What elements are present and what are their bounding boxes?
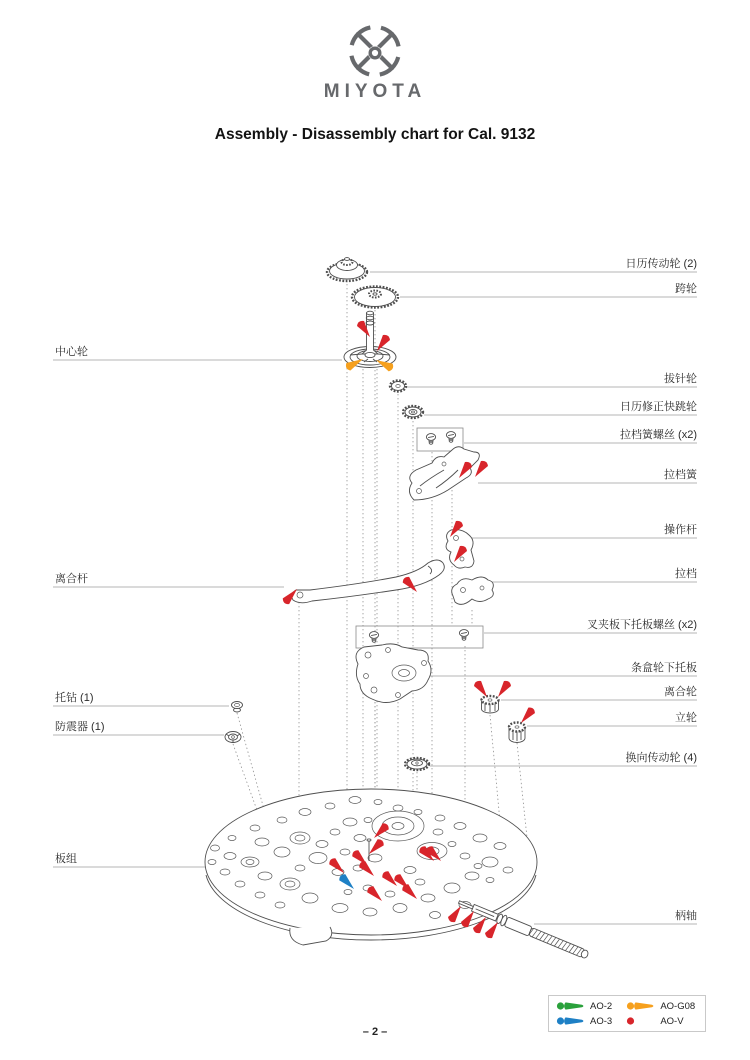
plate-hole: [473, 834, 487, 842]
part-reversing-wheel: [405, 758, 429, 770]
plate-hole: [415, 879, 425, 885]
plate-hole: [343, 818, 357, 826]
plate-hole: [208, 860, 216, 865]
plate-hole: [275, 902, 285, 908]
plate-hole: [255, 892, 265, 898]
plate-hole: [393, 805, 403, 811]
part-main-plate: [205, 789, 537, 945]
plate-hole: [448, 842, 456, 847]
part-label-lower-bridge-screw: 叉夹板下托板螺丝 (x2): [587, 619, 697, 631]
plate-hole: [228, 836, 236, 841]
plate-hole: [309, 853, 327, 864]
plate-hole: [354, 835, 366, 842]
plate-hole: [255, 838, 269, 846]
plate-hole: [258, 872, 272, 880]
plate-hole: [349, 797, 361, 804]
plate-hole: [392, 823, 404, 830]
plate-hole: [325, 803, 335, 809]
plate-hole: [299, 809, 311, 816]
plate-hole: [277, 817, 287, 823]
plate-hole: [235, 881, 245, 887]
page-title: Assembly - Disassembly chart for Cal. 9132: [214, 126, 536, 143]
plate-hole: [454, 823, 466, 830]
part-setting-lever: [452, 577, 494, 604]
part-label-yoke-lever: 离合杆: [55, 573, 88, 585]
part-label-reversing-wheel: 换向传动轮 (4): [625, 752, 697, 764]
part-date-corrector-wheel: [403, 406, 423, 418]
part-clutch-wheel: [482, 696, 499, 713]
plate-hole: [503, 867, 513, 873]
part-label-clutch-wheel: 离合轮: [664, 686, 697, 698]
part-barrel-lower-bridge: [356, 644, 431, 703]
oil-drop-icon: [626, 1000, 656, 1012]
page-number: – 2 –: [362, 1026, 388, 1038]
plate-hole: [295, 835, 305, 841]
oil-drop-icon: [556, 1000, 586, 1012]
legend-item-aog08: [626, 1000, 698, 1012]
brand-name: MIYOTA: [323, 81, 427, 102]
plate-hole: [363, 908, 377, 916]
part-label-setting-lever-spring: 拉档簧: [664, 469, 697, 481]
plate-hole: [224, 853, 236, 860]
part-label-center-wheel: 中心轮: [55, 346, 88, 358]
plate-hole: [374, 800, 382, 805]
plate-hole: [444, 883, 460, 893]
plate-hole: [340, 849, 350, 855]
plate-hole: [486, 878, 494, 883]
part-lower-bridge-screws: [356, 626, 483, 648]
plate-hole: [332, 904, 348, 913]
part-setting-wheel: [390, 381, 406, 392]
part-setting-lever-spring: [409, 447, 479, 500]
part-label-intermediate-wheel: 跨轮: [675, 283, 697, 295]
plate-hole: [482, 857, 498, 867]
part-label-cap-jewel: 托钻 (1): [55, 692, 94, 704]
part-cap-jewel: [232, 702, 243, 713]
plate-hole: [465, 872, 479, 880]
plate-hole: [211, 845, 220, 851]
plate-hole: [246, 860, 254, 865]
plate-hole: [414, 810, 422, 815]
part-date-driving-wheel: [327, 258, 367, 281]
plate-hole: [430, 912, 441, 919]
plate-hole: [302, 893, 318, 903]
part-label-main-plate: 板组: [55, 853, 77, 865]
part-label-winding-stem: 柄轴: [675, 910, 697, 922]
part-label-shock-absorber: 防震器 (1): [55, 721, 105, 733]
plate-hole: [433, 829, 443, 835]
plate-hole: [316, 841, 328, 848]
plate-hole: [404, 867, 416, 874]
legend-item-ao2: [556, 1000, 618, 1012]
part-shock-absorber: [225, 732, 241, 744]
plate-hole: [364, 818, 372, 823]
plate-hole: [295, 865, 305, 871]
legend-label: AO-3: [590, 1015, 613, 1027]
plate-hole: [474, 864, 482, 869]
legend-label: AO-V: [660, 1015, 684, 1027]
legend-label: AO-2: [590, 1000, 613, 1012]
plate-hole: [385, 891, 395, 897]
plate-hole: [368, 854, 382, 862]
plate-hole: [220, 869, 230, 875]
part-label-setting-wheel: 拔针轮: [664, 373, 697, 385]
legend-label: AO-G08: [660, 1000, 696, 1012]
part-yoke-lever: [292, 560, 445, 603]
part-castle-wheel: [509, 723, 525, 743]
plate-hole: [274, 847, 290, 857]
part-label-date-corrector-wheel: 日历修正快跳轮: [620, 401, 697, 413]
plate-hole: [494, 843, 506, 850]
part-label-operating-lever: 操作杆: [664, 524, 697, 536]
plate-hole: [460, 853, 470, 859]
plate-hole: [393, 904, 407, 913]
part-label-castle-wheel: 立轮: [675, 712, 697, 724]
plate-hole: [344, 890, 352, 895]
part-label-date-driving-wheel: 日历传动轮 (2): [625, 258, 697, 270]
part-label-setting-lever-spring-screw: 拉档簧螺丝 (x2): [620, 429, 697, 441]
plate-hole: [435, 815, 445, 821]
part-label-setting-lever: 拉档: [675, 568, 697, 580]
part-intermediate-wheel: [352, 287, 398, 308]
plate-hole: [285, 881, 295, 887]
plate-hole: [250, 825, 260, 831]
plate-hole: [332, 869, 344, 876]
plate-hole: [330, 829, 340, 835]
plate-hole: [421, 894, 435, 902]
part-label-barrel-lower-bridge: 条盒轮下托板: [631, 662, 697, 674]
